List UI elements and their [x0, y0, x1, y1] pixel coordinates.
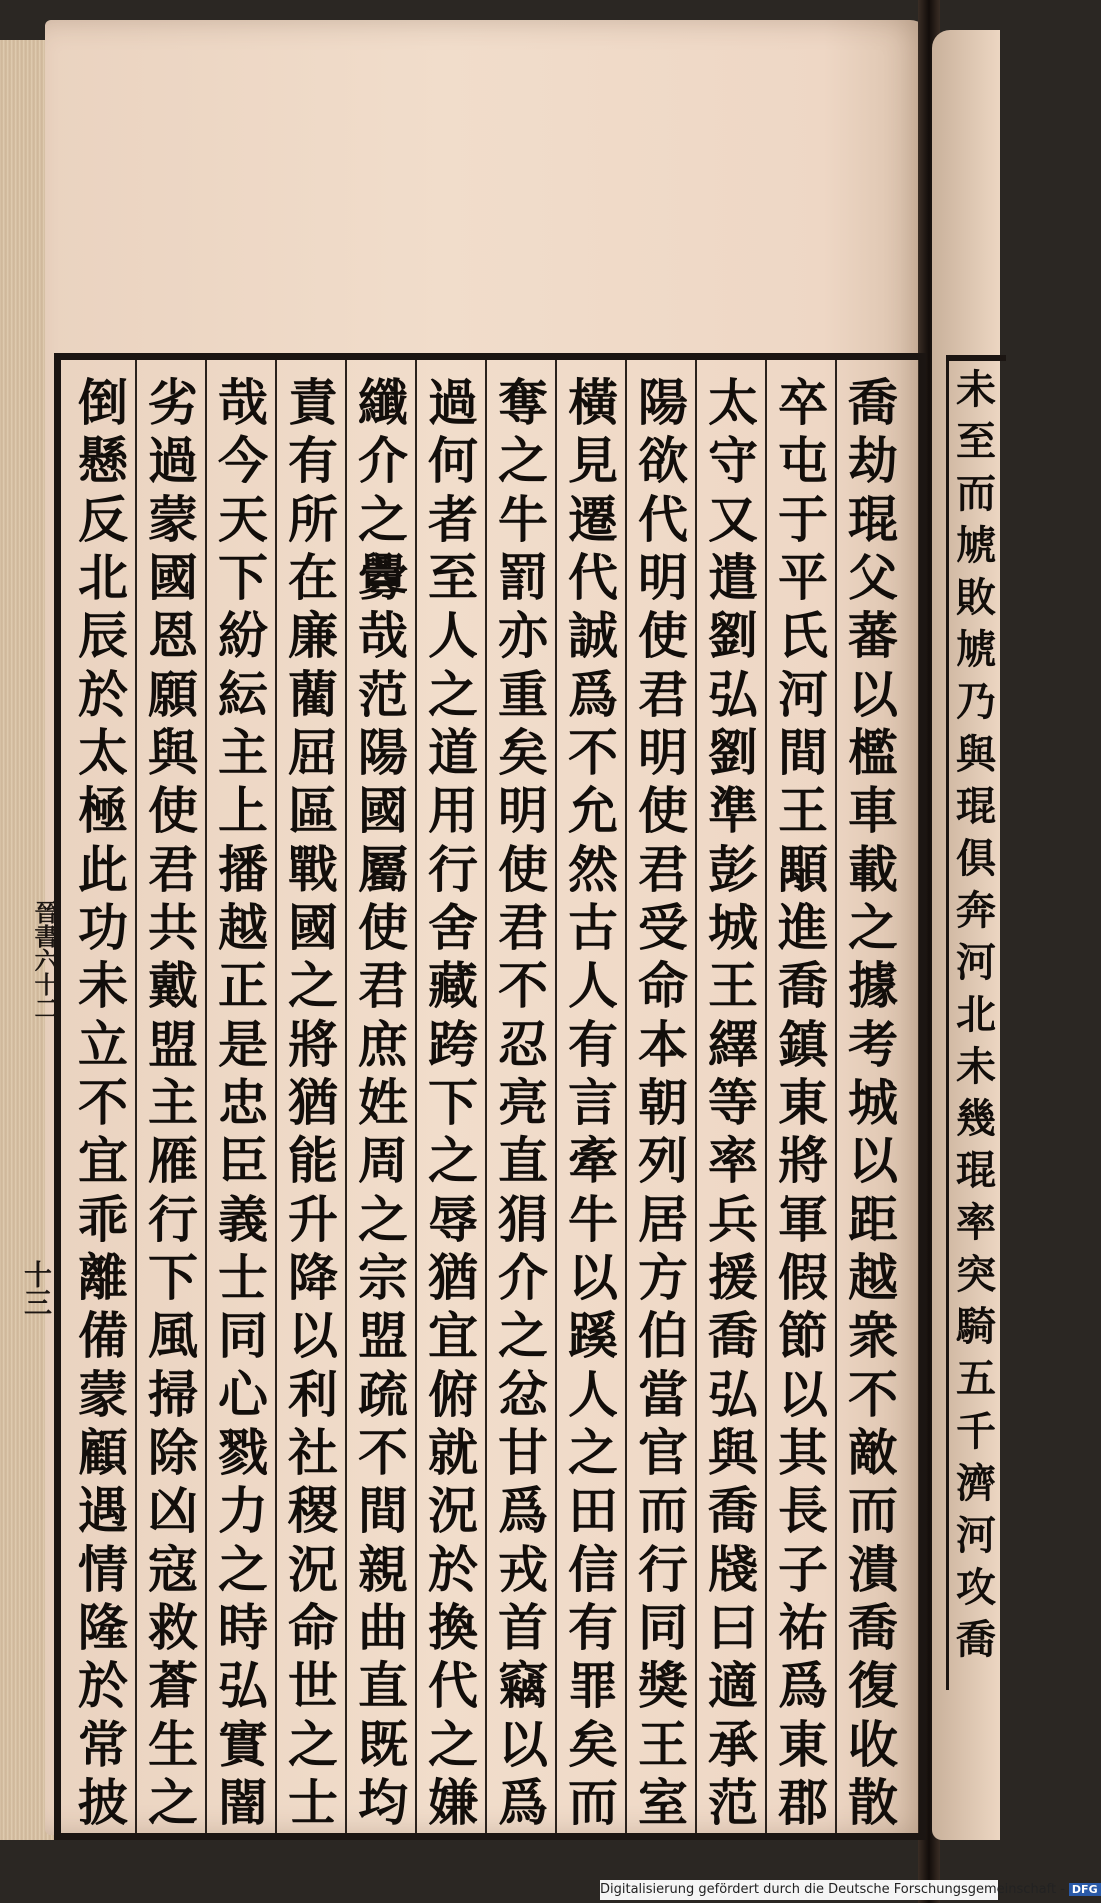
- text-column: 喬 劫 琨 父 蕃 以 檻 車 載 之 據 考 城 以 距 越 衆 不 敵 而 潰 喬 復 收 散: [848, 374, 898, 1832]
- column-rule: [835, 360, 837, 1833]
- text-column: 奪 之 牛 罰 亦 重 矣 明 使 君 不 忍 亮 直 狷 介 之 忿 甘 爲 戎 首 竊 以 爲: [498, 374, 548, 1832]
- text-column: 倒 懸 反 北 辰 於 太 極 此 功 未 立 不 宜 乖 離 備 蒙 顧 遇 情 隆 於 常 披: [78, 374, 128, 1832]
- column-rule: [555, 360, 557, 1833]
- text-column: 哉 今 天 下 紛 紜 主 上 播 越 正 是 忠 臣 義 士 同 心 戮 力 之 時 弘 實 闇: [218, 374, 268, 1832]
- text-column: 太 守 又 遣 劉 弘 劉 準 彭 城 王 繹 等 率 兵 援 喬 弘 與 喬 牋 曰 適 承 范: [708, 374, 758, 1832]
- text-column: 過 何 者 至 人 之 道 用 行 舍 藏 跨 下 之 辱 猶 宜 俯 就 況 於 換 代 之 嫌: [428, 374, 478, 1832]
- column-rule: [415, 360, 417, 1833]
- column-rule: [135, 360, 137, 1833]
- text-column: 陽 欲 代 明 使 君 明 使 君 受 命 本 朝 列 居 方 伯 當 官 而 行 同 獎 王 室: [638, 374, 688, 1832]
- column-rule: [695, 360, 697, 1833]
- text-column: 卒 屯 于 平 氏 河 間 王 顒 進 喬 鎮 東 將 軍 假 節 以 其 長 子 祐 爲 東 郡: [778, 374, 828, 1832]
- column-rule: [275, 360, 277, 1833]
- text-column: 橫 見 遷 代 誠 爲 不 允 然 古 人 有 言 牽 牛 以 蹊 人 之 田 信 有 罪 矣 而: [568, 374, 618, 1832]
- column-rule: [765, 360, 767, 1833]
- text-column: 劣 過 蒙 國 恩 願 與 使 君 共 戴 盟 主 雁 行 下 風 掃 除 凶 寇 救 蒼 生 之: [148, 374, 198, 1832]
- column-rule: [205, 360, 207, 1833]
- column-rule: [345, 360, 347, 1833]
- text-column: 纖 介 之 釁 哉 范 陽 國 屬 使 君 庶 姓 周 之 宗 盟 疏 不 間 親 曲 直 既 均: [358, 374, 408, 1832]
- text-column: 責 有 所 在 廉 藺 屈 區 戰 國 之 將 猶 能 升 降 以 利 社 稷 況 命 世 之 士: [288, 374, 338, 1832]
- digitization-footer: [600, 1880, 1098, 1900]
- block-center-title: 晉書六十二: [30, 900, 59, 1020]
- right-page-column: 未 至 而 虓 敗 虓 乃 與 琨 俱 奔 河 北 未 幾 琨 率 突 騎 五 千 濟 河 攻 喬: [956, 367, 996, 1663]
- leaf-number: 十三: [20, 1260, 53, 1316]
- footer-text: Digitalisierung gefördert durch die Deutsche Forschungsgemeinschaft -: [600, 1882, 1065, 1897]
- column-rule: [625, 360, 627, 1833]
- dfg-logo: DFG: [1069, 1883, 1101, 1896]
- column-rule: [485, 360, 487, 1833]
